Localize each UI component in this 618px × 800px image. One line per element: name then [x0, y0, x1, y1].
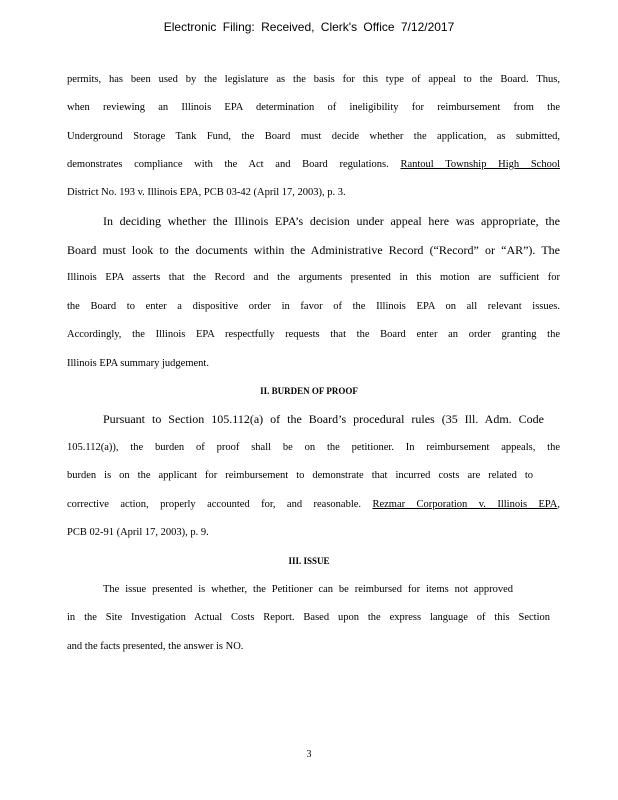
paragraph-3-line-2: 105.112(a)), the burden of proof shall be on the petitioner. In reimbursement appeals, the [67, 442, 560, 453]
case-citation-rantoul: Rantoul Township High School [400, 159, 560, 170]
paragraph-4-line-2: in the Site Investigation Actual Costs Report. Based upon the express language of this Section [67, 612, 550, 623]
section-heading-burden-of-proof: II. BURDEN OF PROOF [260, 386, 358, 396]
case-citation-comma: , [557, 499, 560, 510]
paragraph-2-line-6: Illinois EPA summary judgement. [67, 358, 209, 369]
paragraph-1-line-1: permits, has been used by the legislature as the basis for this type of appeal to the Board. Thus, [67, 74, 560, 85]
paragraph-3-line-4 [67, 498, 560, 512]
paragraph-2-line-3: Illinois EPA asserts that the Record and the arguments presented in this motion are sufficient for [67, 272, 560, 283]
paragraph-1-line-2: when reviewing an Illinois EPA determination of ineligibility for reimbursement from the [67, 102, 560, 113]
paragraph-3-line-1: Pursuant to Section 105.112(a) of the Board’s procedural rules (35 Ill. Adm. Code [103, 412, 544, 426]
section-heading-issue: III. ISSUE [288, 556, 330, 566]
paragraph-1-line-4-text: demonstrates compliance with the Act and Board regulations. [67, 159, 389, 170]
paragraph-2-line-2: Board must look to the documents within the Administrative Record (“Record” or “AR”). The [67, 243, 560, 257]
electronic-filing-header: Electronic Filing: Received, Clerk's Office 7/12/2017 [163, 20, 455, 34]
paragraph-2-line-5: Accordingly, the Illinois EPA respectfully requests that the Board enter an order granting the [67, 329, 560, 340]
paragraph-1-line-4 [67, 158, 560, 172]
paragraph-2-line-1: In deciding whether the Illinois EPA’s decision under appeal here was appropriate, the [103, 214, 560, 228]
paragraph-3-line-3: burden is on the applicant for reimbursement to demonstrate that incurred costs are related to [67, 470, 533, 481]
case-citation-rezmar: Rezmar Corporation v. Illinois EPA [372, 499, 558, 510]
paragraph-1-line-5: District No. 193 v. Illinois EPA, PCB 03-42 (April 17, 2003), p. 3. [67, 187, 346, 198]
paragraph-3-line-5: PCB 02-91 (April 17, 2003), p. 9. [67, 527, 209, 538]
paragraph-1-line-3: Underground Storage Tank Fund, the Board must decide whether the application, as submitted, [67, 131, 560, 142]
paragraph-2-line-4: the Board to enter a dispositive order in favor of the Illinois EPA on all relevant issues. [67, 301, 560, 312]
paragraph-4-line-3: and the facts presented, the answer is NO. [67, 641, 244, 652]
paragraph-4-line-1: The issue presented is whether, the Petitioner can be reimbursed for items not approved [103, 584, 513, 595]
page-number: 3 [306, 749, 312, 760]
paragraph-3-line-4-text: corrective action, properly accounted for, and reasonable. [67, 499, 362, 510]
